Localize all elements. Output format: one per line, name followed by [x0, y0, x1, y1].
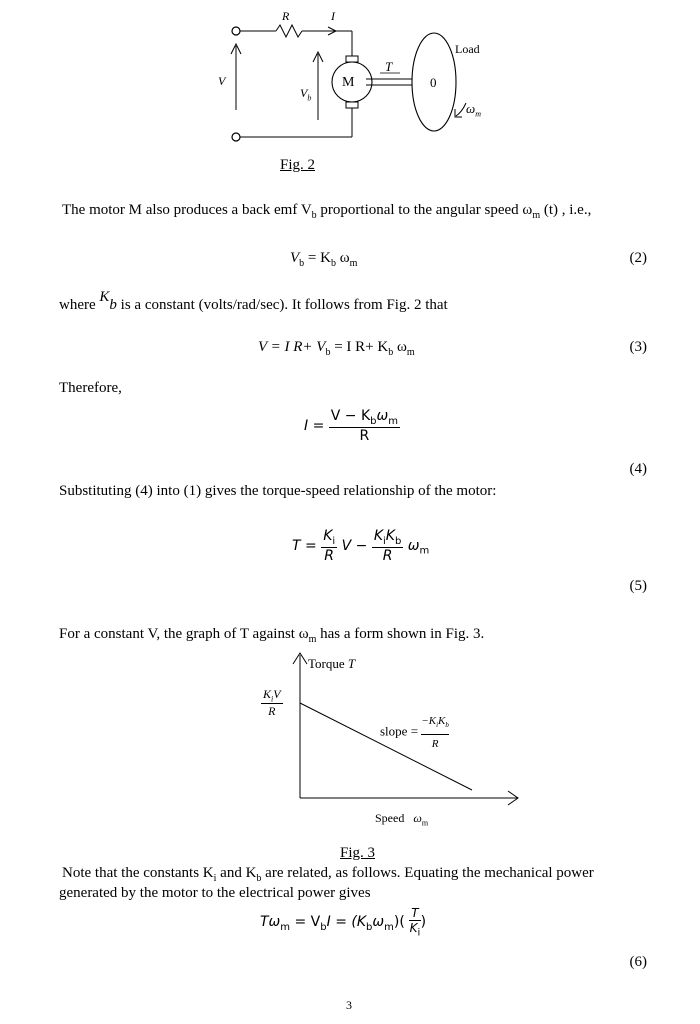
equation-3: V = I $R+ V_b = I$ $R+ K_b$ $\omega_m$ — [258, 339, 415, 358]
equation-2-number: (2) — [629, 250, 647, 266]
paragraph-note-line2: generated by the motor to the electrical power gives — [59, 885, 371, 901]
resistor — [276, 25, 302, 37]
terminal-bottom — [232, 133, 240, 141]
slope-label: slope = $-K_iK_b$ R — [380, 712, 449, 753]
equation-5: T = $\frac{K_i}{R}$ V − $\frac{K_iK_b}{R} \omega_m$ — [292, 528, 430, 564]
paragraph-constant-v: For a constant V, the graph of T against $\omega_m$ has a form shown in Fig. 3. — [59, 626, 485, 645]
page-number: 3 — [346, 998, 352, 1012]
paragraph-where: where Kb is a constant (volts/rad/sec). It follows from Fig. 2 that — [59, 289, 448, 313]
fig2-caption: Fig. 2 — [280, 157, 316, 173]
paragraph-note-line1: Note that the constants $K_i$ and $K_b$ are related, as follows. Equating the mechanical power — [62, 865, 594, 884]
omega-label: $\omega_m$ — [466, 101, 481, 119]
equation-5-number: (5) — [629, 578, 647, 594]
back-emf-label: $V_b$ — [300, 86, 312, 103]
fig3-caption: Fig. 3 — [340, 845, 376, 861]
resistor-label: R — [282, 9, 290, 23]
terminal-top — [232, 27, 240, 35]
current-label: I — [331, 9, 335, 23]
x-axis-label: Speed $\omega_m$ — [375, 811, 429, 828]
paragraph-substituting: Substituting (4) into (1) gives the torque-speed relationship of the motor: — [59, 483, 497, 499]
equation-3-number: (3) — [629, 339, 647, 355]
voltage-label: V — [218, 74, 226, 88]
therefore-text: Therefore, — [59, 380, 122, 396]
equation-2: $V_b = K_b$ $\omega_m$ — [290, 250, 358, 269]
equation-4: I = $\frac{V - K_b\omega_m}{R}$ — [304, 408, 398, 444]
equation-4-number: (4) — [629, 461, 647, 477]
y-axis-label: Torque T — [308, 656, 356, 671]
torque-label: T — [385, 59, 393, 74]
intercept-label: $\frac{K_iV}{R}$ — [263, 687, 281, 719]
equation-6-number: (6) — [629, 954, 647, 970]
load-label: Load — [455, 42, 480, 56]
load-zero-label: 0 — [430, 75, 437, 90]
equation-6: $T\omega_m = V_bI = (K_b\omega_m)$( $\frac{T}{K_i}$ ) — [260, 906, 427, 939]
motor-label: M — [342, 75, 355, 90]
rotation-arrow — [456, 103, 466, 116]
paragraph-back-emf: The motor M also produces a back emf $V_b$ proportional to the angular speed $\omega_m$ (t) , i.e., — [62, 202, 592, 221]
